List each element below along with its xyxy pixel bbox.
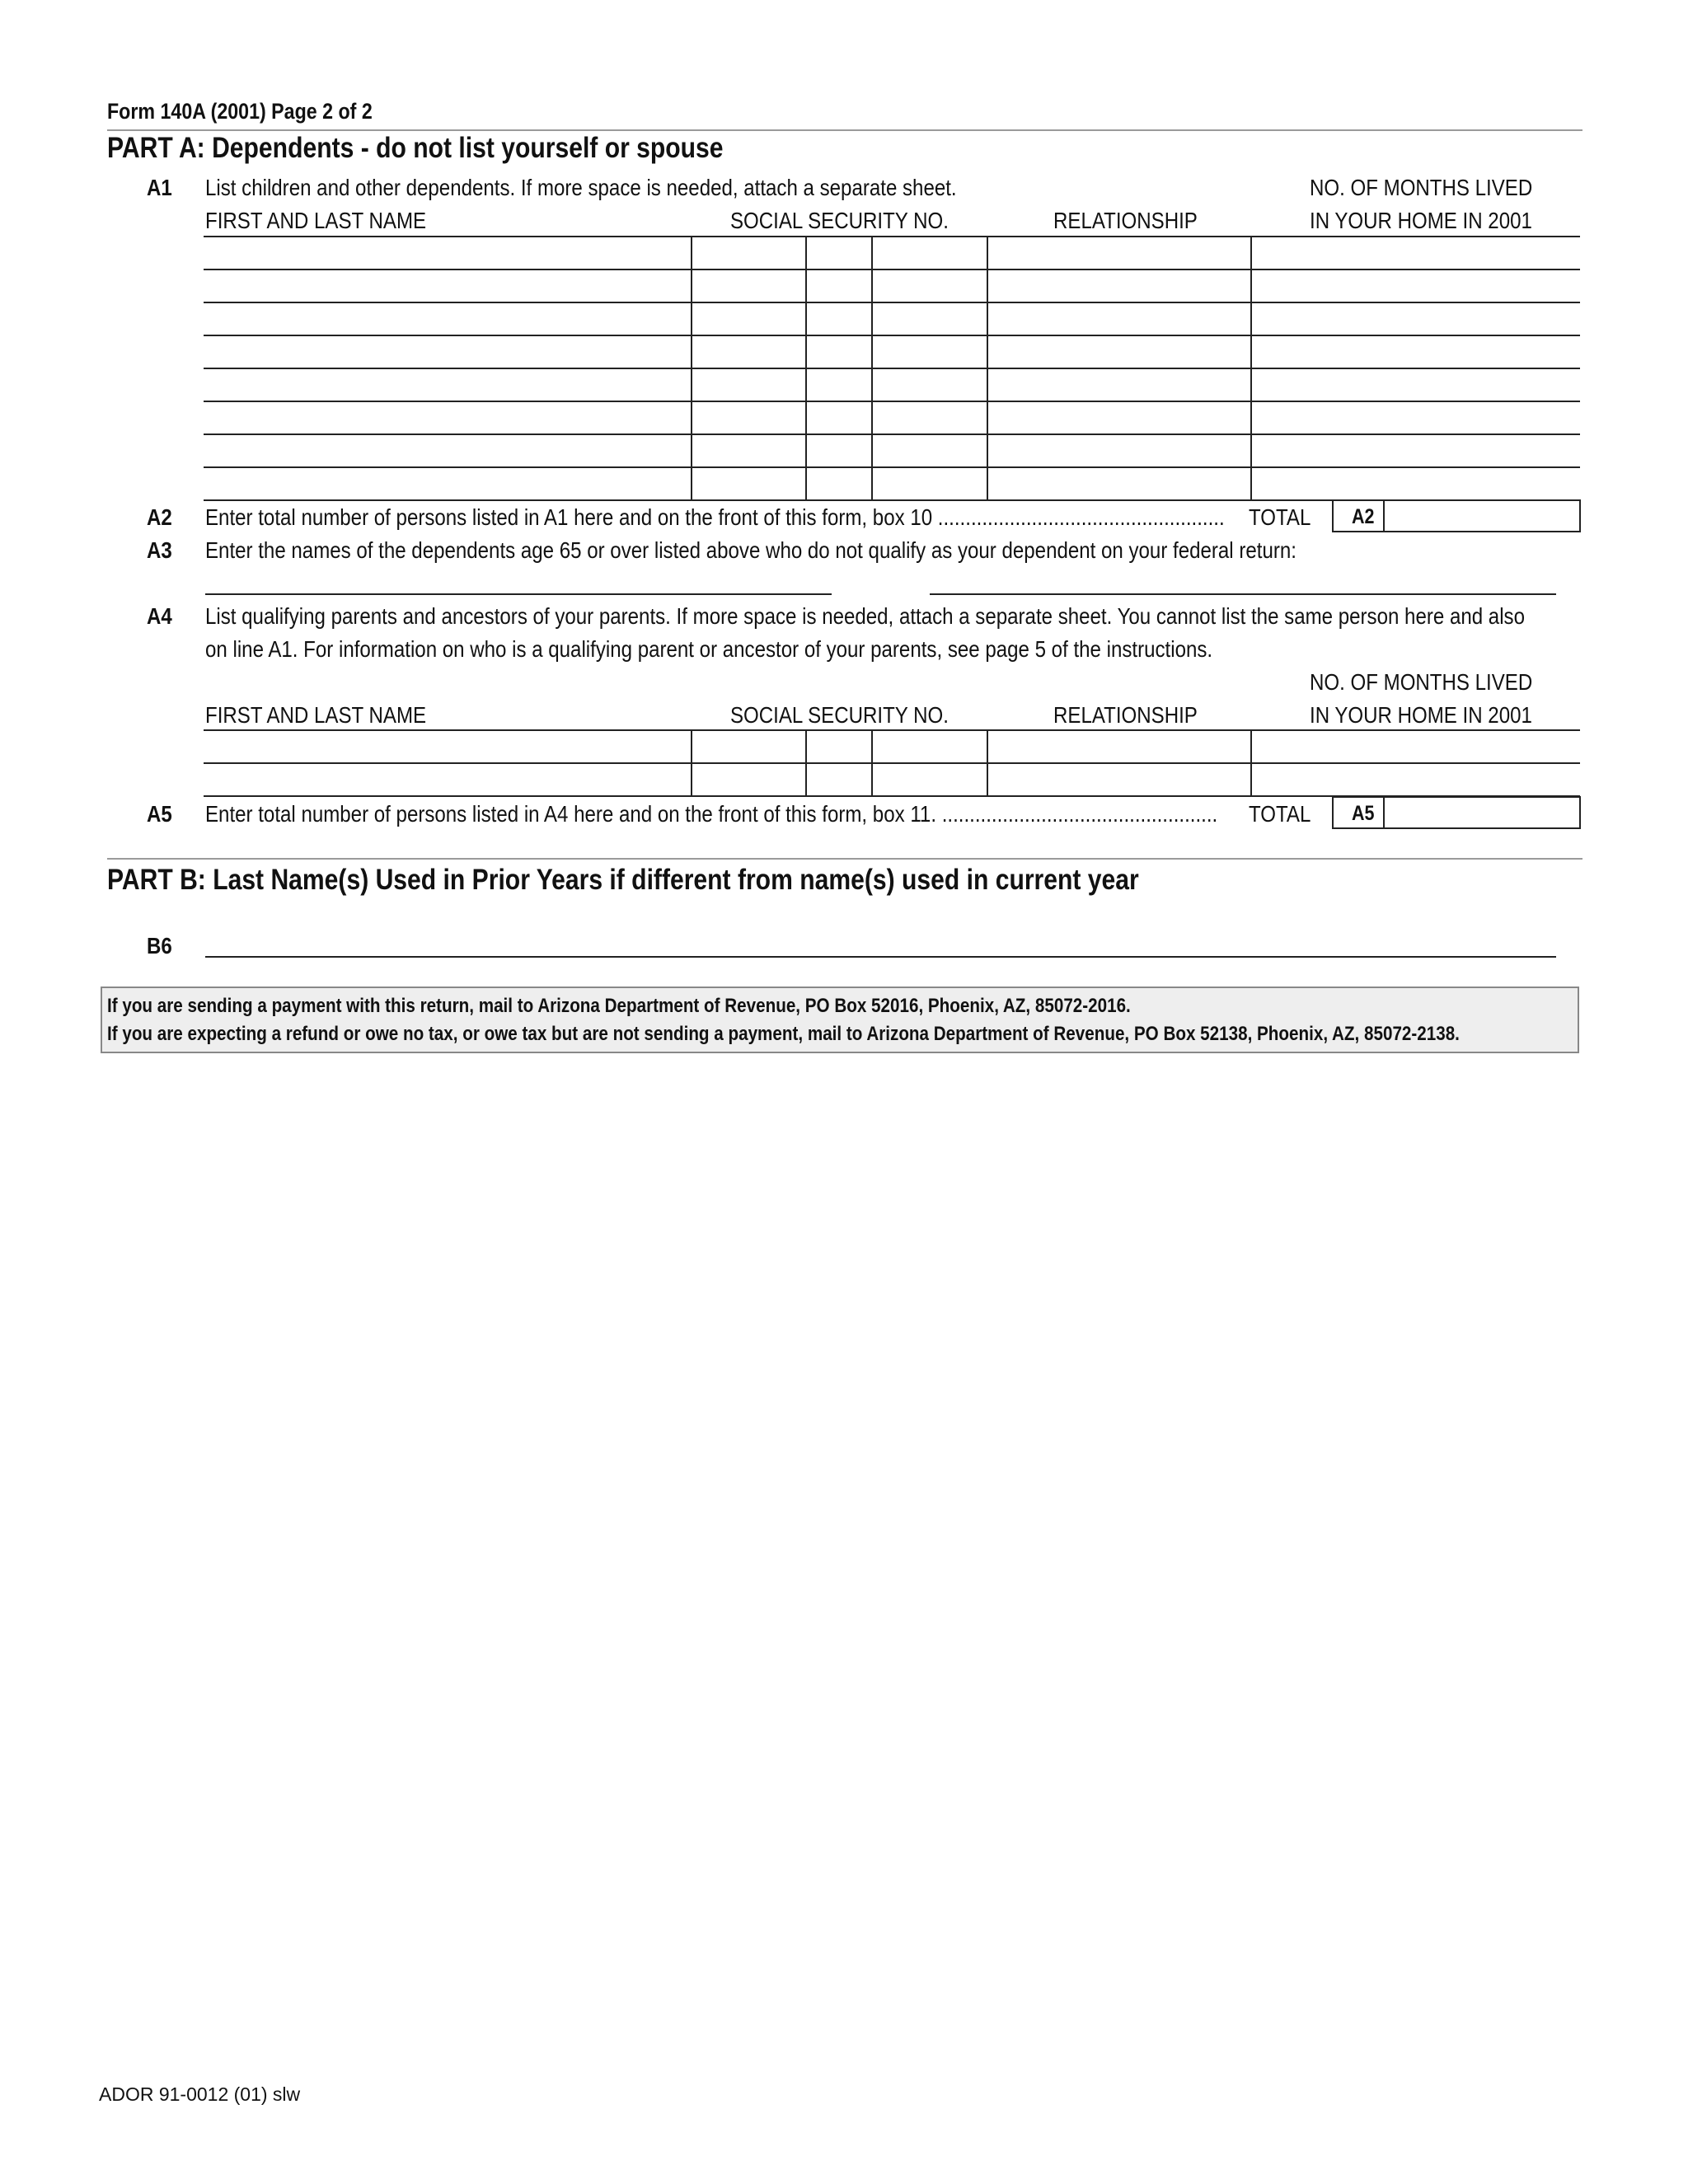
- a4-months-entry-area[interactable]: [1252, 731, 1579, 794]
- a4-instruction-line2: on line A1. For information on who is a qualifying parent or ancestor of your parents, see page 5 of the instructions.: [205, 636, 1213, 662]
- a1-col-relationship: RELATIONSHIP: [1053, 208, 1198, 233]
- a1-ssn-entry-area[interactable]: [692, 237, 986, 466]
- line-label-a1: A1: [147, 175, 172, 200]
- mailing-notice-refund: If you are expecting a refund or owe no tax, or owe tax but are not sending a payment, mail to Arizona Department of Revenue, PO Box 52138, Phoenix, AZ, 85072-2138.: [107, 1023, 1460, 1045]
- mailing-notice-payment: If you are sending a payment with this return, mail to Arizona Department of Revenue, PO Box 52016, Phoenix, AZ, 85072-2016.: [107, 995, 1131, 1017]
- form-title: Form 140A (2001) Page 2 of 2: [107, 99, 373, 124]
- a1-row-rule: [204, 466, 1580, 468]
- a2-box-label: A2: [1352, 505, 1375, 528]
- a5-box-divider: [1383, 798, 1385, 827]
- a1-months-entry-area[interactable]: [1252, 237, 1579, 466]
- a4-months-header-line1: NO. OF MONTHS LIVED: [1310, 669, 1533, 695]
- a1-col-name: FIRST AND LAST NAME: [205, 208, 427, 233]
- a1-name-entry-area[interactable]: [205, 237, 690, 466]
- a5-instruction: Enter total number of persons listed in A4 here and on the front of this form, box 11. ..................................................: [205, 801, 1218, 827]
- a3-instruction: Enter the names of the dependents age 65 or over listed above who do not qualify as your dependent on your federal return:: [205, 537, 1296, 563]
- a5-total-label: TOTAL: [1249, 801, 1311, 827]
- part-a-title: PART A: Dependents - do not list yourself or spouse: [107, 132, 724, 164]
- a4-instruction-line1: List qualifying parents and ancestors of your parents. If more space is needed, attach a separate sheet. You cannot list the same person here and also: [205, 603, 1525, 629]
- form-code: ADOR 91-0012 (01) slw: [99, 2083, 301, 2105]
- part-b-title: PART B: Last Name(s) Used in Prior Years if different from name(s) used in current year: [107, 864, 1139, 896]
- a5-box-label: A5: [1352, 802, 1375, 825]
- a4-col-ssn: SOCIAL SECURITY NO.: [730, 702, 949, 728]
- a1-months-header-line1: NO. OF MONTHS LIVED: [1310, 175, 1533, 200]
- a4-ssn-entry-area[interactable]: [692, 731, 986, 794]
- a4-col-months: IN YOUR HOME IN 2001: [1310, 702, 1532, 728]
- b6-entry-line[interactable]: [205, 956, 1556, 958]
- a4-col-name: FIRST AND LAST NAME: [205, 702, 427, 728]
- a1-col-months: IN YOUR HOME IN 2001: [1310, 208, 1532, 233]
- a4-col-relationship: RELATIONSHIP: [1053, 702, 1198, 728]
- line-label-b6: B6: [147, 933, 172, 958]
- mailing-notice: [101, 987, 1579, 1053]
- a1-instruction: List children and other dependents. If more space is needed, attach a separate sheet.: [205, 175, 957, 200]
- line-label-a5: A5: [147, 801, 172, 827]
- a2-box-divider: [1383, 501, 1385, 531]
- line-label-a3: A3: [147, 537, 172, 563]
- a4-name-entry-area[interactable]: [205, 731, 690, 794]
- a3-entry-line-2[interactable]: [930, 593, 1556, 595]
- a1-relationship-entry-area[interactable]: [988, 237, 1250, 466]
- a5-total-box[interactable]: [1332, 796, 1581, 829]
- a4-relationship-entry-area[interactable]: [988, 731, 1250, 794]
- a3-entry-line-1[interactable]: [205, 593, 832, 595]
- line-label-a2: A2: [147, 504, 172, 530]
- line-label-a4: A4: [147, 603, 172, 629]
- part-divider: [107, 858, 1582, 860]
- a1-col-ssn: SOCIAL SECURITY NO.: [730, 208, 949, 233]
- a2-instruction: Enter total number of persons listed in A1 here and on the front of this form, box 10 ....................................................: [205, 504, 1225, 530]
- a2-total-label: TOTAL: [1249, 504, 1311, 530]
- a2-total-box[interactable]: [1332, 499, 1581, 532]
- header-rule: [107, 129, 1582, 131]
